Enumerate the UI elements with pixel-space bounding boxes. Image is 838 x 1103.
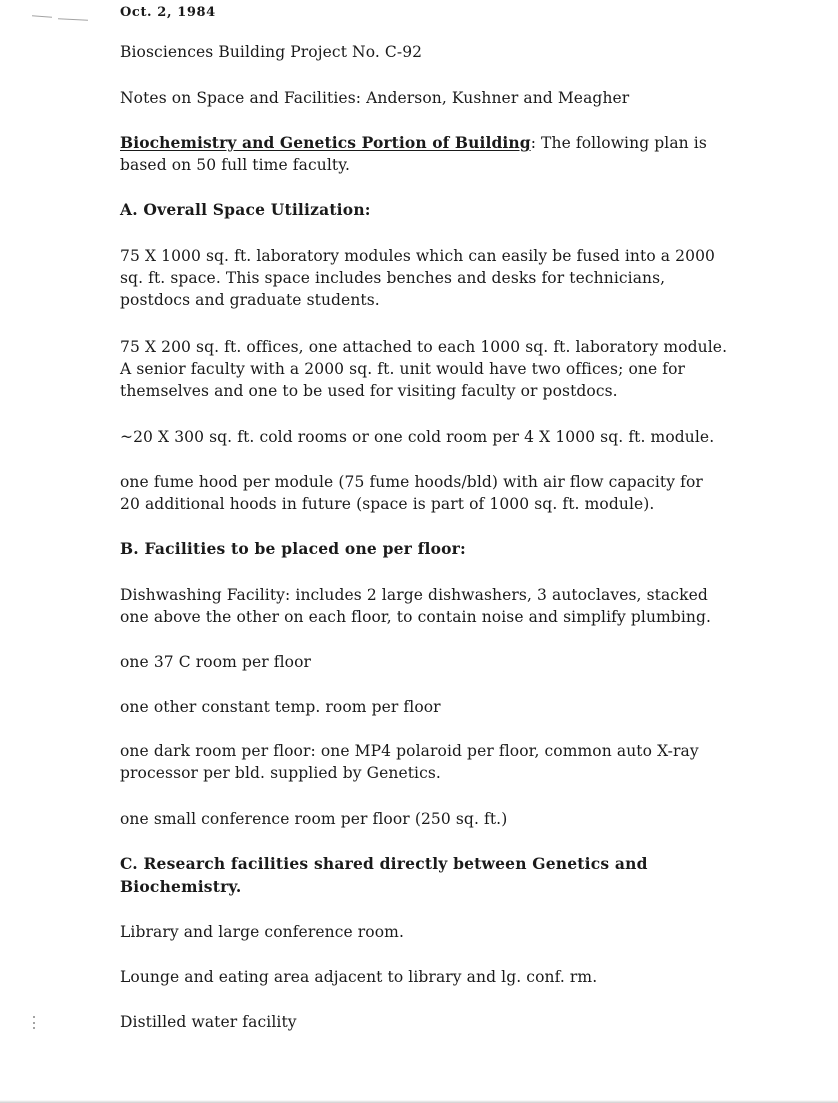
scan-artifact (33, 1016, 35, 1018)
section-a-p2-line: 75 X 200 sq. ft. offices, one attached to each 1000 sq. ft. laboratory module. (120, 338, 728, 356)
scan-artifact (58, 18, 88, 21)
section-c-p2: Lounge and eating area adjacent to library and lg. conf. rm. (120, 968, 598, 986)
section-b-p5: one small conference room per floor (250 sq. ft.) (120, 810, 508, 828)
section-a-p1-line: sq. ft. space. This space includes benches and desks for technicians, (120, 269, 666, 287)
notes-line: Notes on Space and Facilities: Anderson, Kushner and Meagher (120, 89, 630, 107)
project-line: Biosciences Building Project No. C-92 (120, 43, 423, 61)
scan-artifact (33, 1022, 35, 1024)
intro-heading: Biochemistry and Genetics Portion of Building (120, 133, 531, 152)
intro-line-2: based on 50 full time faculty. (120, 156, 351, 174)
section-c-heading-line: Biochemistry. (120, 877, 242, 896)
intro-line-1 (120, 132, 707, 155)
section-a-p2-line: themselves and one to be used for visiting faculty or postdocs. (120, 382, 618, 400)
document-date: Oct. 2, 1984 (120, 5, 216, 20)
section-c-heading-line: C. Research facilities shared directly between Genetics and (120, 854, 648, 873)
section-b-p1-line: Dishwashing Facility: includes 2 large dishwashers, 3 autoclaves, stacked (120, 586, 708, 604)
section-c-p3: Distilled water facility (120, 1013, 297, 1031)
section-a-p4-line: one fume hood per module (75 fume hoods/bld) with air flow capacity for (120, 473, 703, 491)
scan-artifact (33, 1027, 35, 1029)
section-b-heading: B. Facilities to be placed one per floor: (120, 539, 466, 558)
section-b-p3: one other constant temp. room per floor (120, 698, 441, 716)
section-b-p2: one 37 C room per floor (120, 653, 312, 671)
section-a-heading: A. Overall Space Utilization: (120, 200, 371, 219)
section-a-p3: ~20 X 300 sq. ft. cold rooms or one cold room per 4 X 1000 sq. ft. module. (120, 428, 715, 446)
section-a-p4-line: 20 additional hoods in future (space is part of 1000 sq. ft. module). (120, 495, 655, 513)
scan-artifact (32, 15, 52, 17)
section-b-p4-line: processor per bld. supplied by Genetics. (120, 764, 441, 782)
section-a-p1-line: 75 X 1000 sq. ft. laboratory modules which can easily be fused into a 2000 (120, 247, 715, 265)
section-b-p4-line: one dark room per floor: one MP4 polaroid per floor, common auto X-ray (120, 742, 699, 760)
section-a-p2-line: A senior faculty with a 2000 sq. ft. unit would have two offices; one for (120, 360, 686, 378)
section-a-p1-line: postdocs and graduate students. (120, 291, 380, 309)
intro-colon-text: : The following plan is (530, 134, 707, 152)
section-c-p1: Library and large conference room. (120, 923, 404, 941)
section-b-p1-line: one above the other on each floor, to contain noise and simplify plumbing. (120, 608, 712, 626)
